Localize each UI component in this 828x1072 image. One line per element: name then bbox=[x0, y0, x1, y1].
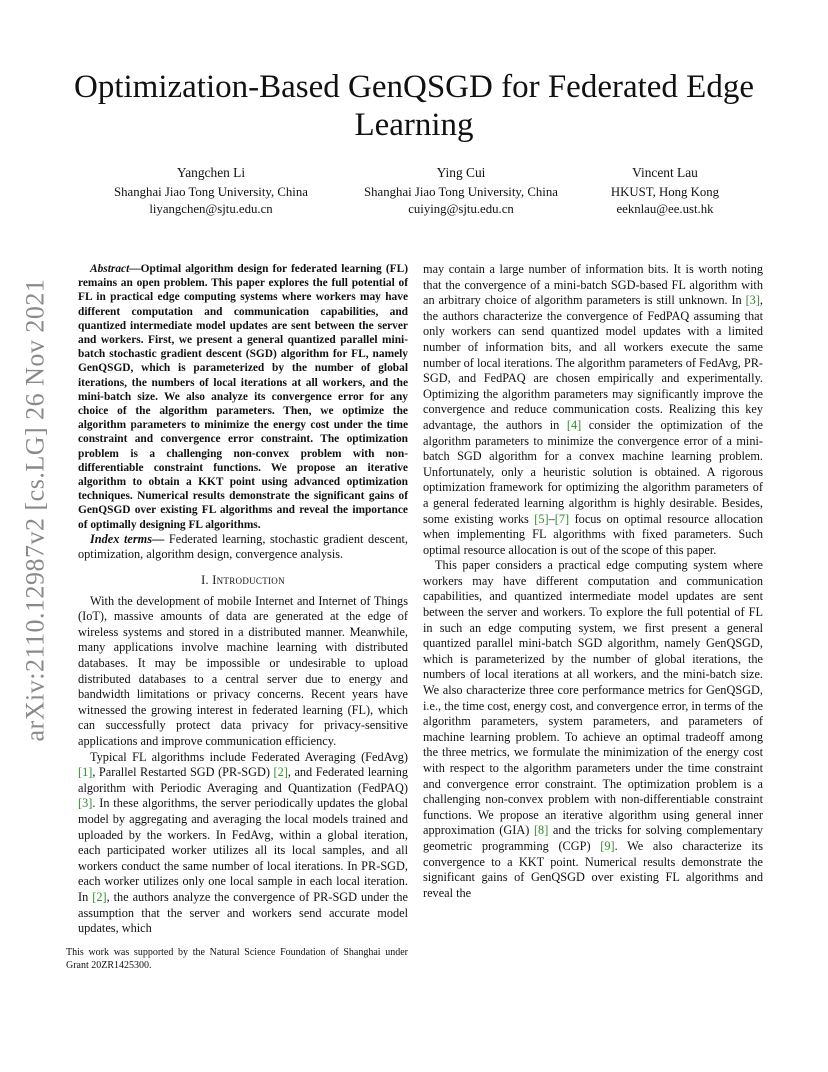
author-email: cuiying@sjtu.edu.cn bbox=[408, 202, 514, 216]
intro-paragraph-2 bbox=[78, 750, 408, 937]
text-run: . In these algorithms, the server periodically updates the global model by aggregating and averaging the local models trained and uploaded by the workers. In FedAvg, within a global iteration, each participated worker utilizes all its local samples, and all workers conduct the same number of local iterations. In PR-SGD, each worker utilizes only one local sample in each local iteration. In bbox=[78, 796, 408, 904]
right-paragraph-2 bbox=[423, 558, 763, 901]
author-name: Ying Cui bbox=[436, 165, 486, 180]
citation-link[interactable]: [9] bbox=[600, 838, 615, 853]
author-email: liyangchen@sjtu.edu.cn bbox=[149, 202, 273, 216]
text-run: consider the optimization of the algorithm parameters to minimize the convergence error of a mini-batch SGD algorithm for a convex machine learning problem. Unfortunately, only a heuristic solution is obtained. A rigorous optimization framework for optimizing the algorithm parameters of a general federated learning algorithm is highly desirable. Besides, some existing works bbox=[423, 417, 763, 526]
text-run: Typical FL algorithms include Federated Averaging (FedAvg) bbox=[90, 749, 408, 764]
citation-link[interactable]: [3] bbox=[78, 796, 93, 811]
index-terms bbox=[78, 532, 408, 563]
section-heading-introduction bbox=[78, 573, 408, 589]
paper-title: Optimization-Based GenQSGD for Federated Edge Learning bbox=[74, 69, 754, 143]
index-terms-label: Index terms— bbox=[90, 531, 165, 546]
text-run: . We also characterize its convergence to a KKT point. Numerical results demonstrate the significant gains of GenQSGD over existing FL algorithms and reveal the bbox=[423, 838, 763, 900]
left-column bbox=[78, 262, 408, 937]
abstract-label: Abstract bbox=[90, 263, 130, 275]
section-title: Introduction bbox=[212, 573, 285, 588]
citation-link[interactable]: [4] bbox=[566, 417, 582, 432]
abstract-text: —Optimal algorithm design for federated learning (FL) remains an open problem. This paper explores the full potential of FL in practical edge computing systems where workers may have different computation and communication capabilities, and quantized intermediate model updates are sent between the server and workers. First, we present a general quantized parallel mini-batch stochastic gradient descent (SGD) algorithm for FL, namely GenQSGD, which is parameterized by the number of global iterations, the numbers of local iterations at all workers, and the mini-batch size. We also analyze its convergence error for any choice of the algorithm parameters. Then, we optimize the algorithm parameters to minimize the energy cost under the time constraint and convergence error constraint. The optimization problem is a challenging non-convex problem with non-differentiable constraint functions. We propose an iterative algorithm to obtain a KKT point using advanced optimization techniques. Numerical results demonstrate the significant gains of GenQSGD over existing FL algorithms and reveal the importance of optimally designing FL algorithms. bbox=[78, 263, 408, 531]
section-number: I. bbox=[201, 573, 213, 588]
author-name: Vincent Lau bbox=[632, 165, 698, 180]
citation-link[interactable]: [3] bbox=[745, 293, 760, 308]
arxiv-stamp bbox=[12, 250, 58, 770]
author-email: eeknlau@ee.ust.hk bbox=[616, 202, 714, 216]
citation-link[interactable]: [5] bbox=[534, 511, 549, 526]
author-3 bbox=[590, 164, 740, 218]
author-affiliation: HKUST, Hong Kong bbox=[610, 185, 720, 199]
author-affiliation: Shanghai Jiao Tong University, China bbox=[364, 185, 558, 199]
author-name: Yangchen Li bbox=[176, 165, 246, 180]
text-run: , and Federated learning algorithm with Periodic Averaging and Quantization (FedPAQ) bbox=[78, 765, 408, 795]
author-1 bbox=[96, 164, 326, 218]
citation-link[interactable]: [2] bbox=[92, 889, 107, 904]
arxiv-stamp-text: arXiv:2110.12987v2 [cs.LG] 26 Nov 2021 bbox=[20, 278, 49, 742]
author-2 bbox=[346, 164, 576, 218]
citation-link[interactable]: [7] bbox=[554, 511, 570, 526]
text-run: may contain a large number of information bits. It is worth noting that the convergence of a mini-batch SGD-based FL algorithm with an arbitrary choice of algorithm parameters is still unknown. In bbox=[423, 262, 763, 308]
abstract bbox=[78, 262, 408, 532]
text-run: , the authors analyze the convergence of PR-SGD under the assumption that the server and workers send accurate model updates, which bbox=[78, 889, 408, 936]
citation-link[interactable]: [2] bbox=[273, 765, 288, 780]
text-run: focus on optimal resource allocation when implementing FL algorithms with fixed parameters. Such optimal resource allocation is out of the scope of this paper. bbox=[423, 511, 763, 557]
text-run: , the authors characterize the convergence of FedPAQ assuming that only workers can send quantized model updates with a limited number of information bits, and all workers execute the same number of local iterations. The algorithm parameters of FedAvg, PR-SGD, and FedPAQ are chosen empirically and experimentally. Optimizing the algorithm parameters may significantly improve the convergence and reduce communication costs. Realizing this key advantage, the authors in bbox=[423, 293, 764, 432]
right-paragraph-1 bbox=[423, 262, 763, 558]
citation-link[interactable]: [1] bbox=[78, 765, 93, 780]
text-run: and the tricks for solving complementary geometric programming (CGP) bbox=[423, 823, 763, 853]
text-run: – bbox=[548, 511, 555, 526]
footnote: This work was supported by the Natural Science Foundation of Shanghai under Grant 20ZR1425300. bbox=[66, 947, 408, 971]
author-affiliation: Shanghai Jiao Tong University, China bbox=[114, 185, 308, 199]
right-column bbox=[423, 262, 763, 901]
index-terms-text: Federated learning, stochastic gradient descent, optimization, algorithm design, convergence analysis. bbox=[78, 531, 408, 562]
text-run: , Parallel Restarted SGD (PR-SGD) bbox=[92, 765, 274, 780]
text-run: This paper considers a practical edge computing system where workers may have different computation and communication capabilities, and quantized intermediate model updates are sent between the server and workers. To explore the full potential of FL in such an edge computing system, we first present a general quantized parallel mini-batch SGD algorithm, namely GenQSGD, which is parameterized by the number of global iterations, the numbers of local iterations at all workers, and the mini-batch size. We also characterize three core performance metrics for GenQSGD, i.e., the time cost, energy cost, and convergence error, in terms of the algorithm parameters, system parameters, and parameters of machine learning problem. To achieve an optimal tradeoff among the three metrics, we formulate the minimization of the energy cost with respect to the algorithm parameters under the time constraint and convergence error constraint. The optimization problem is a challenging non-convex problem with non-differentiable constraint functions. We propose an iterative algorithm using general inner approximation (GIA) bbox=[423, 558, 763, 838]
citation-link[interactable]: [8] bbox=[533, 823, 549, 838]
intro-paragraph-1: With the development of mobile Internet and Internet of Things (IoT), massive amounts of data are generated at the edge of wireless systems and stored in a distributed manner. Meanwhile, many applications involve machine learning with distributed databases. It may be impossible or undesirable to upload distributed databases to a central server due to energy and bandwidth limitations or privacy concerns. Recent years have witnessed the growing interest in federated learning (FL), which can successfully protect data privacy for privacy-sensitive applications and improve communication efficiency. bbox=[78, 593, 408, 748]
